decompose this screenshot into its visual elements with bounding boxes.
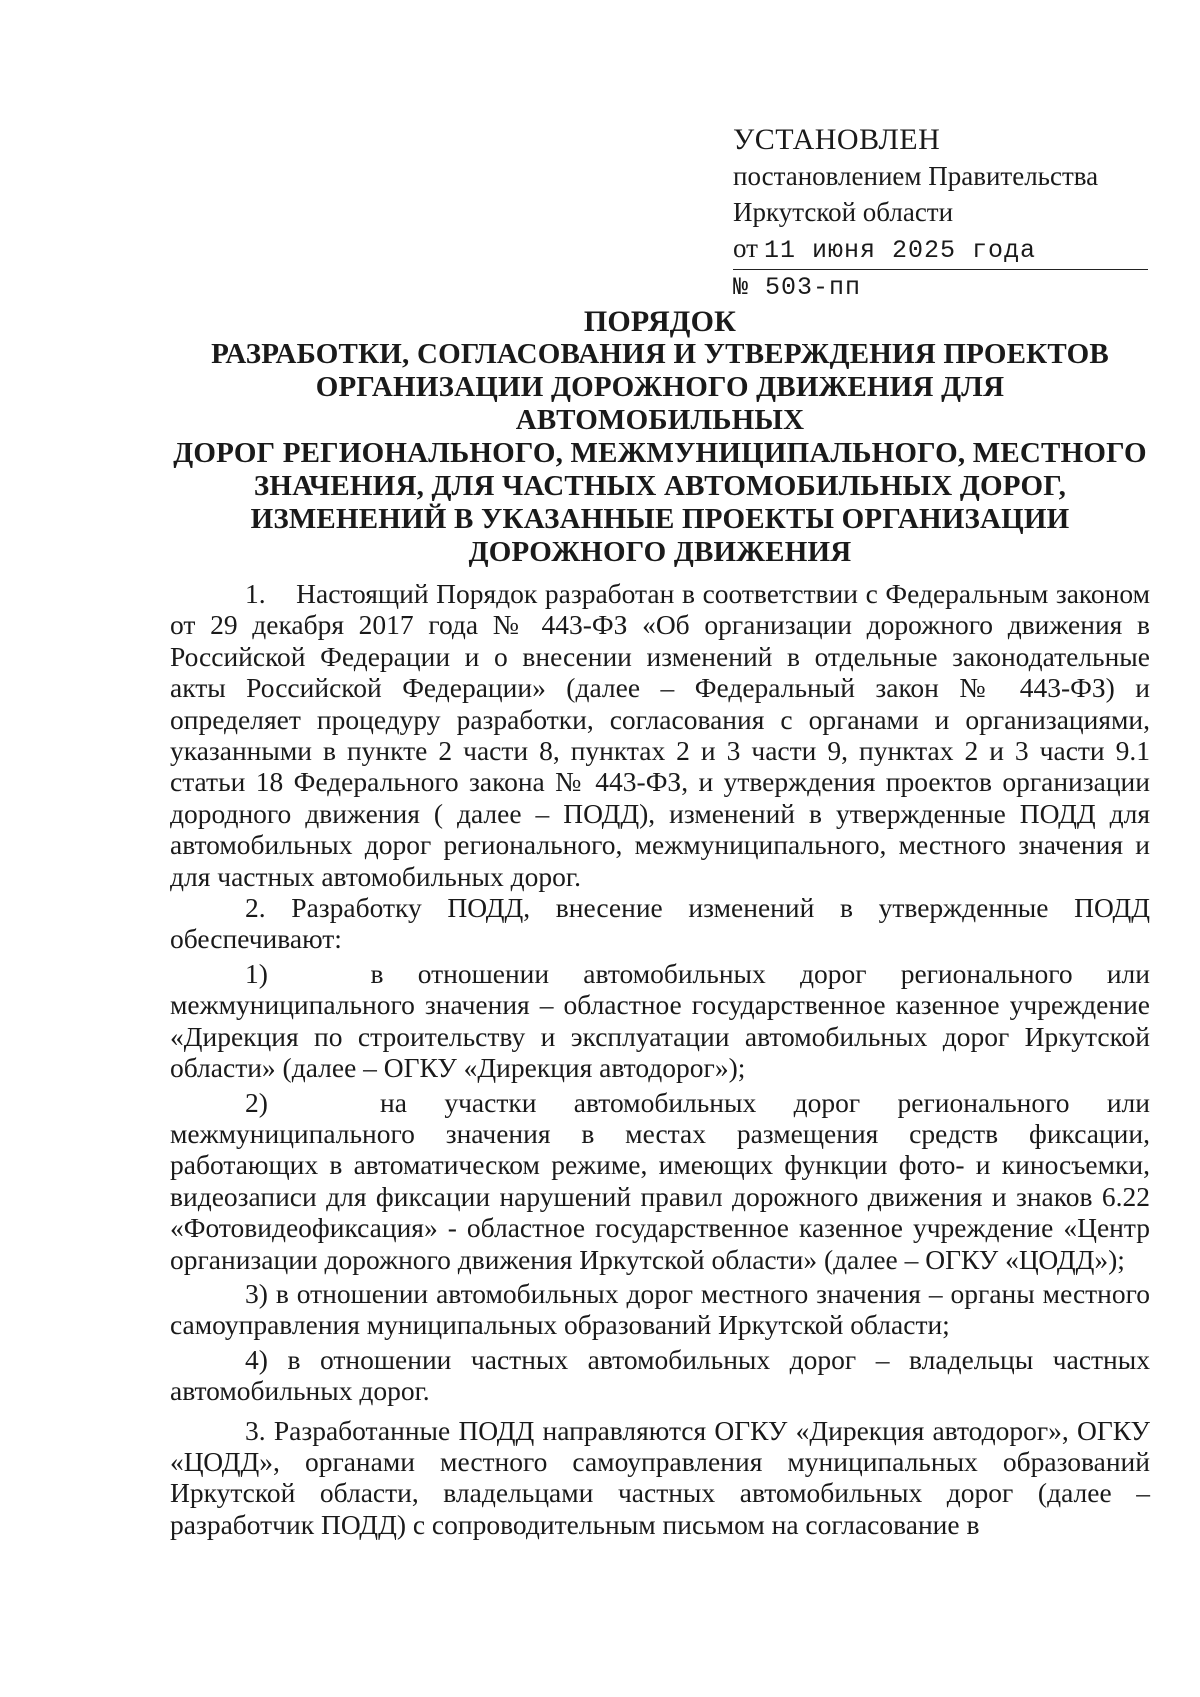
approval-stamp [733, 122, 1153, 306]
title-line-1: РАЗРАБОТКИ, СОГЛАСОВАНИЯ И УТВЕРЖДЕНИЯ ПРОЕКТОВ [211, 338, 1109, 370]
paragraph-2-item-4: 4) в отношении частных автомобильных дорог – владельцы частных автомобильных дорог. [170, 1343, 1150, 1407]
title-line-4: ЗНАЧЕНИЯ, ДЛЯ ЧАСТНЫХ АВТОМОБИЛЬНЫХ ДОРОГ, [253, 470, 1067, 502]
document-title [170, 305, 1150, 569]
paragraph-2: 2. Разработку ПОДД, внесение изменений в утвержденные ПОДД обеспечивают: [170, 892, 1150, 955]
approval-date-prefix: от [733, 233, 758, 263]
document-body [170, 578, 1150, 1540]
title-line-3: ДОРОГ РЕГИОНАЛЬНОГО, МЕЖМУНИЦИПАЛЬНОГО, МЕСТНОГО [173, 437, 1147, 469]
paragraph-1: 1. Настоящий Порядок разработан в соответствии с Федеральным законом от 29 декабря 2017 года № 443-ФЗ «Об организации дорожного движения в Российской Федерации и о внесении изменений в отдельные законодательные акты Российской Федерации» (далее – Федеральный закон № 443-ФЗ) и определяет процедуру разработки, согласования с органами и организациями, указанными в пункте 2 части 8, пунктах 2 и 3 части 9, пунктах 2 и 3 части 9.1 статьи 18 Федерального закона № 443-ФЗ, и утверждения проектов организации дородного движения ( далее – ПОДД), изменений в утвержденные ПОДД для автомобильных дорог регионального, межмуниципального, местного значения и для частных автомобильных дорог. [170, 578, 1150, 892]
title-line-5: ИЗМЕНЕНИЙ В УКАЗАННЫЕ ПРОЕКТЫ ОРГАНИЗАЦИИ [250, 503, 1070, 535]
approval-date-value: 11 июня 2025 года [763, 236, 1036, 265]
approval-line-resolution: постановлением Правительства [733, 161, 1099, 191]
title-main: ПОРЯДОК [583, 305, 737, 338]
paragraph-2-item-3: 3) в отношении автомобильных дорог местного значения – органы местного самоуправления муниципальных образований Иркутской области; [170, 1277, 1150, 1341]
approval-date [733, 230, 1148, 270]
approval-heading: УСТАНОВЛЕН [733, 123, 941, 156]
paragraph-2-item-1: 1) в отношении автомобильных дорог регионального или межмуниципального значения – областное государственное казенное учреждение «Дирекция по строительству и эксплуатации автомобильных дорог Иркутской области» (далее – ОГКУ «Дирекция автодорог»); [170, 957, 1150, 1084]
approval-line-region: Иркутской области [733, 197, 954, 227]
paragraph-3: 3. Разработанные ПОДД направляются ОГКУ «Дирекция автодорог», ОГКУ «ЦОДД», органами местного самоуправления муниципальных образований Иркутской области, владельцами частных автомобильных дорог (далее – разработчик ПОДД) с сопроводительным письмом на согласование в [170, 1414, 1150, 1540]
title-line-2: ОРГАНИЗАЦИИ ДОРОЖНОГО ДВИЖЕНИЯ ДЛЯ АВТОМОБИЛЬНЫХ [315, 371, 1005, 436]
approval-number: № 503-пп [733, 273, 862, 302]
title-line-6: ДОРОЖНОГО ДВИЖЕНИЯ [468, 536, 852, 568]
paragraph-2-item-2: 2) на участки автомобильных дорог регионального или межмуниципального значения в местах размещения средств фиксации, работающих в автоматическом режиме, имеющих функции фото- и киносъемки, видеозаписи для фиксации нарушений правил дорожного движения и знаков 6.22 «Фотовидеофиксация» - областное государственное казенное учреждение «Центр организации дорожного движения Иркутской области» (далее – ОГКУ «ЦОДД»); [170, 1086, 1150, 1275]
